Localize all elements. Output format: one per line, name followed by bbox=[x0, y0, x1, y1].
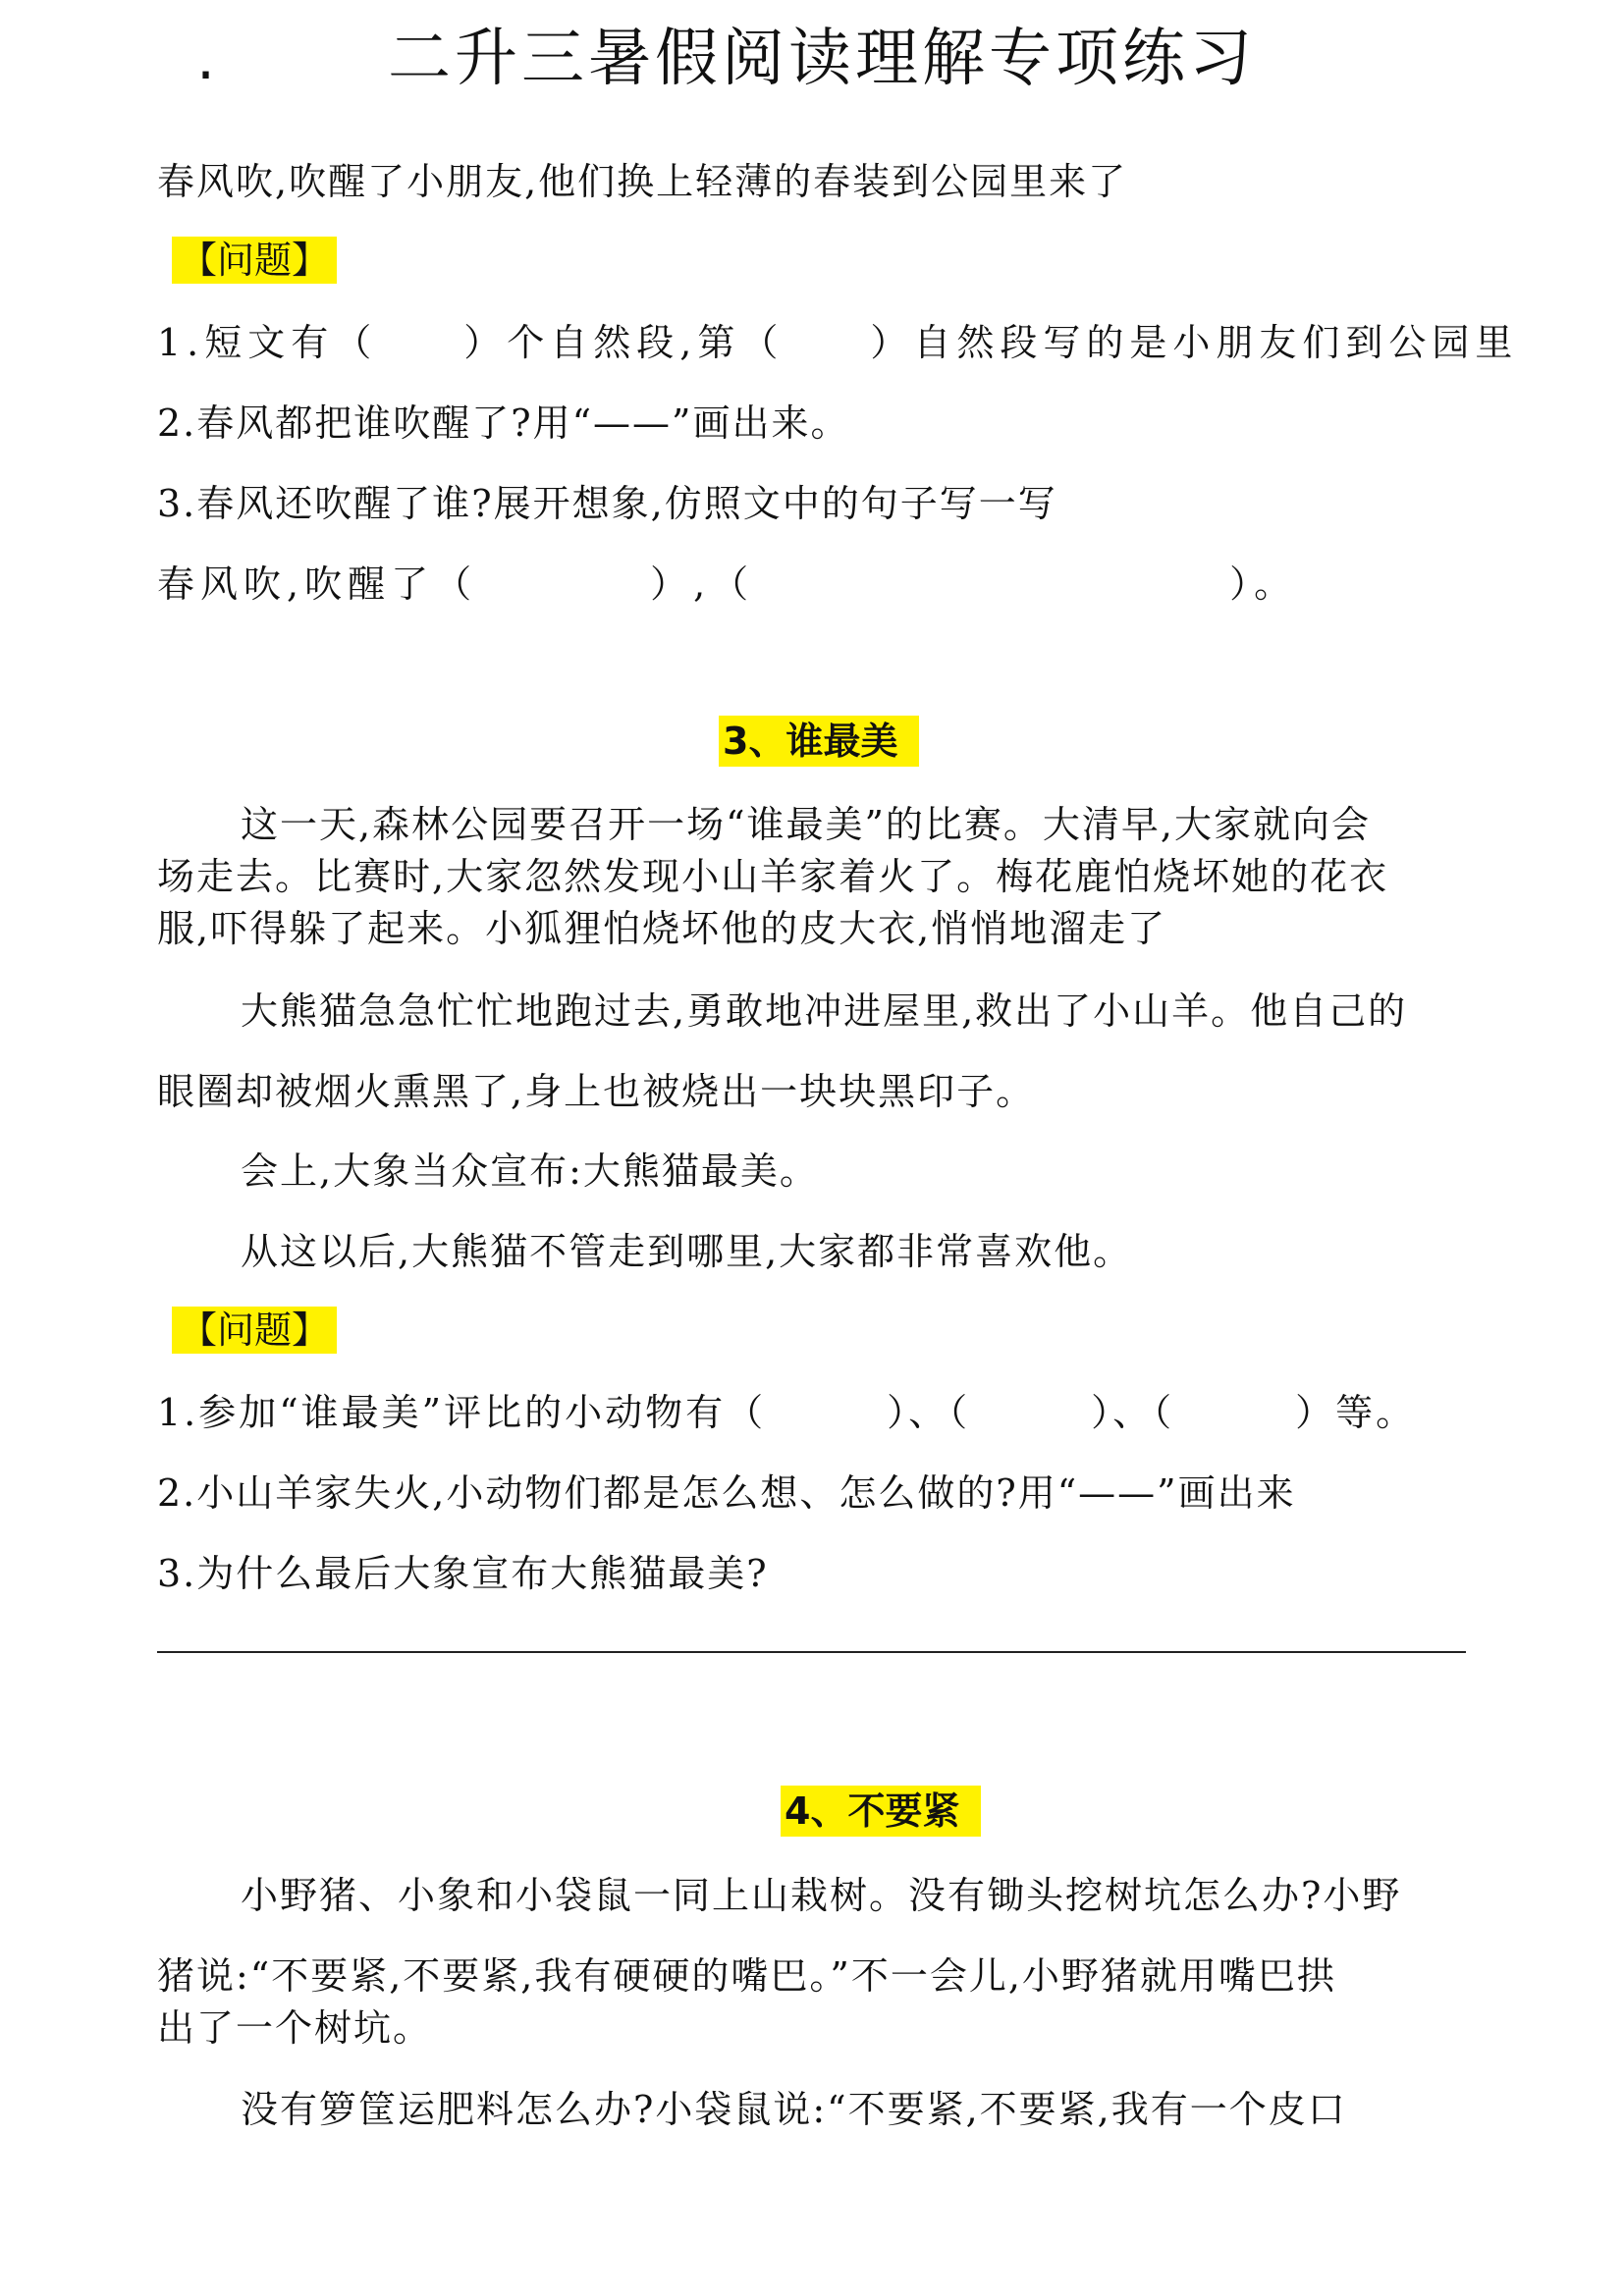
section2-question-3-fill: 春风吹,吹醒了（ ）,（ ）。 bbox=[157, 562, 1298, 606]
section3-paragraph-4: 从这以后,大熊猫不管走到哪里,大家都非常喜欢他。 bbox=[241, 1230, 1133, 1273]
page-title: 二升三暑假阅读理解专项练习 bbox=[388, 23, 1256, 95]
section2-question-3: 3.春风还吹醒了谁?展开想象,仿照文中的句子写一写 bbox=[157, 482, 1057, 525]
section4-paragraph-1-line-1: 小野猪、小象和小袋鼠一同上山栽树。没有锄头挖树坑怎么办?小野 bbox=[241, 1874, 1402, 1917]
section3-heading-label: 3、谁最美 bbox=[719, 716, 919, 767]
section3-paragraph-2-line-2: 眼圈却被烟火熏黑了,身上也被烧出一块块黑印子。 bbox=[157, 1070, 1036, 1113]
section3-paragraph-3: 会上,大象当众宣布:大熊猫最美。 bbox=[241, 1149, 819, 1193]
section3-question-tag bbox=[172, 1306, 337, 1355]
section3-paragraph-1-line-2: 场走去。比赛时,大家忽然发现小山羊家着火了。梅花鹿怕烧坏她的花衣 bbox=[157, 855, 1389, 898]
section2-question-1: 1.短文有（ ）个自然段,第（ ）自然段写的是小朋友们到公园里 bbox=[157, 321, 1519, 364]
section4-heading-label: 4、不要紧 bbox=[781, 1786, 981, 1837]
question-tag-label: 【问题】 bbox=[172, 1307, 337, 1354]
page-bullet-dot: . bbox=[196, 25, 216, 93]
answer-line bbox=[157, 1651, 1466, 1653]
section3-paragraph-2-line-1: 大熊猫急急忙忙地跑过去,勇敢地冲进屋里,救出了小山羊。他自己的 bbox=[241, 989, 1408, 1033]
section4-paragraph-1-line-3: 出了一个树坑。 bbox=[157, 2006, 433, 2050]
section4-heading bbox=[781, 1787, 981, 1836]
question-tag-label: 【问题】 bbox=[172, 237, 337, 284]
section2-intro: 春风吹,吹醒了小朋友,他们换上轻薄的春装到公园里来了 bbox=[157, 160, 1128, 203]
section3-paragraph-1-line-1: 这一天,森林公园要召开一场“谁最美”的比赛。大清早,大家就向会 bbox=[241, 803, 1372, 846]
section4-paragraph-1-line-2: 猪说:“不要紧,不要紧,我有硬硬的嘴巴。”不一会儿,小野猪就用嘴巴拱 bbox=[157, 1954, 1336, 1998]
section4-paragraph-2-line-1: 没有箩筐运肥料怎么办?小袋鼠说:“不要紧,不要紧,我有一个皮口 bbox=[241, 2088, 1347, 2131]
section3-question-1: 1.参加“谁最美”评比的小动物有（ ）、（ ）、（ ）等。 bbox=[157, 1391, 1417, 1434]
section3-heading bbox=[719, 717, 919, 766]
section3-paragraph-1-line-3: 服,吓得躲了起来。小狐狸怕烧坏他的皮大衣,悄悄地溜走了 bbox=[157, 907, 1167, 950]
section3-question-2: 2.小山羊家失火,小动物们都是怎么想、怎么做的?用“——”画出来 bbox=[157, 1471, 1296, 1515]
section2-question-2: 2.春风都把谁吹醒了?用“——”画出来。 bbox=[157, 401, 850, 445]
section2-question-tag bbox=[172, 236, 337, 285]
section3-question-3: 3.为什么最后大象宣布大熊猫最美? bbox=[157, 1552, 769, 1595]
